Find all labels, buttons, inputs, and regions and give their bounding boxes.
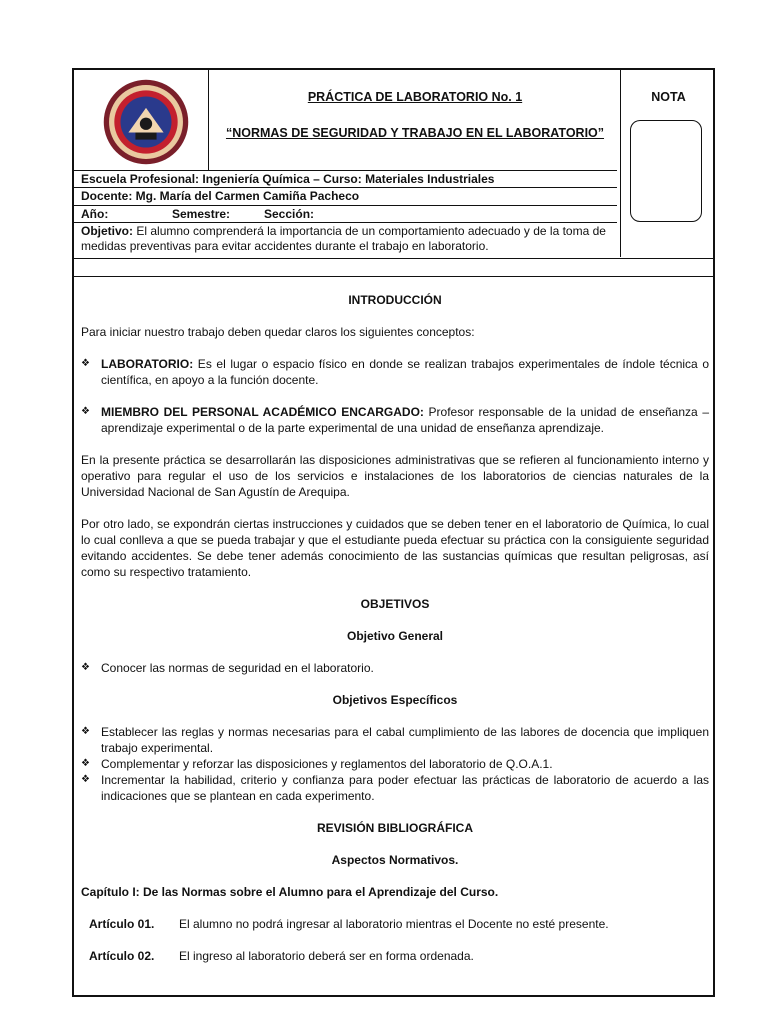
grade-box [630,120,702,222]
divider-empty-row [74,276,713,277]
definition-term: MIEMBRO DEL PERSONAL ACADÉMICO ENCARGADO: [101,405,424,419]
article-number: Artículo 02. [89,949,155,963]
objective-label: Objetivo: [81,224,134,238]
chapter-title: Capítulo I: De las Normas sobre el Alumno para el Aprendizaje del Curso. [81,885,499,899]
article-text: El alumno no podrá ingresar al laboratorio mientras el Docente no esté presente. [179,917,609,931]
review-heading: REVISIÓN BIBLIOGRÁFICA [316,821,473,835]
objective-row [81,224,611,254]
practice-subtitle: “NORMAS DE SEGURIDAD Y TRABAJO EN EL LABORATORIO” [225,126,605,140]
practice-title: PRÁCTICA DE LABORATORIO No. 1 [307,90,523,104]
grade-label: NOTA [651,90,686,104]
aspects-heading: Aspectos Normativos. [331,853,459,867]
main-content [81,292,709,980]
school-row: Escuela Profesional: Ingeniería Química – Curso: Materiales Industriales [81,172,495,186]
definition-staff [81,404,709,436]
general-objective-item: ❖ Conocer las normas de seguridad en el laboratorio. [81,660,709,676]
divider-objective [74,258,713,259]
semester-label: Semestre: [172,207,231,221]
definition-text: Profesor responsable de la unidad de enseñanza – aprendizaje experimental o de la parte experimental de una unidad de enseñanza aprendizaje. [101,405,709,435]
intro-paragraph: Para iniciar nuestro trabajo deben quedar claros los siguientes conceptos: [81,325,475,339]
section-label: Sección: [264,207,315,221]
intro-paragraph: En la presente práctica se desarrollarán las disposiciones administrativas que se refieren al funcionamiento interno y operativo para regular el uso de los servicios e instalaciones de los laboratorios de ciencias naturales de la Universidad Nacional de San Agustín de Arequipa. [81,453,709,499]
intro-paragraph: Por otro lado, se expondrán ciertas instrucciones y cuidados que se deben tener en el laboratorio de Química, lo cual lo cual conlleva a que se pueda trabajar y que el estudiante pueda efectuar su práctica con la consiguiente seguridad evitando accidentes. Se debe tener además conocimiento de las sustancias químicas que resultan peligrosas, así como su respectivo tratamiento. [81,517,709,579]
specific-objective-item: ❖ Incrementar la habilidad, criterio y confianza para poder efectuar las prácticas de laboratorio de acuerdo a las indicaciones que se plantean en cada experimento. [81,772,709,804]
article-number: Artículo 01. [89,917,155,931]
divider-teacher [74,205,617,206]
article-text: El ingreso al laboratorio deberá ser en forma ordenada. [179,949,474,963]
definition-laboratory [81,356,709,388]
definition-term: LABORATORIO: [101,357,194,371]
year-label: Año: [81,207,109,221]
article-row [81,948,709,964]
objective-text: El alumno comprenderá la importancia de un comportamiento adecuado y de la toma de medidas preventivas para evitar accidentes durante el trabajo en laboratorio. [81,224,606,253]
objectives-heading: OBJETIVOS [360,597,430,611]
teacher-row: Docente: Mg. María del Carmen Camiña Pacheco [81,189,360,203]
definition-text: Es el lugar o espacio físico en donde se realizan trabajos experimentales de índole técnica o científica, en apoyo a la función docente. [101,357,709,387]
divider-school [74,187,617,188]
divider-year [74,222,617,223]
divider-logo [208,70,209,170]
university-seal-icon [102,78,190,166]
article-row [81,916,709,932]
specific-objectives-heading: Objetivos Específicos [332,693,458,707]
specific-objective-item: ❖ Establecer las reglas y normas necesarias para el cabal cumplimiento de las labores de docencia que impliquen trabajo experimental. [81,724,709,756]
general-objective-heading: Objetivo General [346,629,444,643]
intro-heading: INTRODUCCIÓN [348,293,442,307]
specific-objective-item: ❖ Complementar y reforzar las disposiciones y reglamentos del laboratorio de Q.O.A.1. [81,756,709,772]
divider-nota [620,70,621,257]
divider-header [74,170,617,171]
document-frame [72,68,715,997]
